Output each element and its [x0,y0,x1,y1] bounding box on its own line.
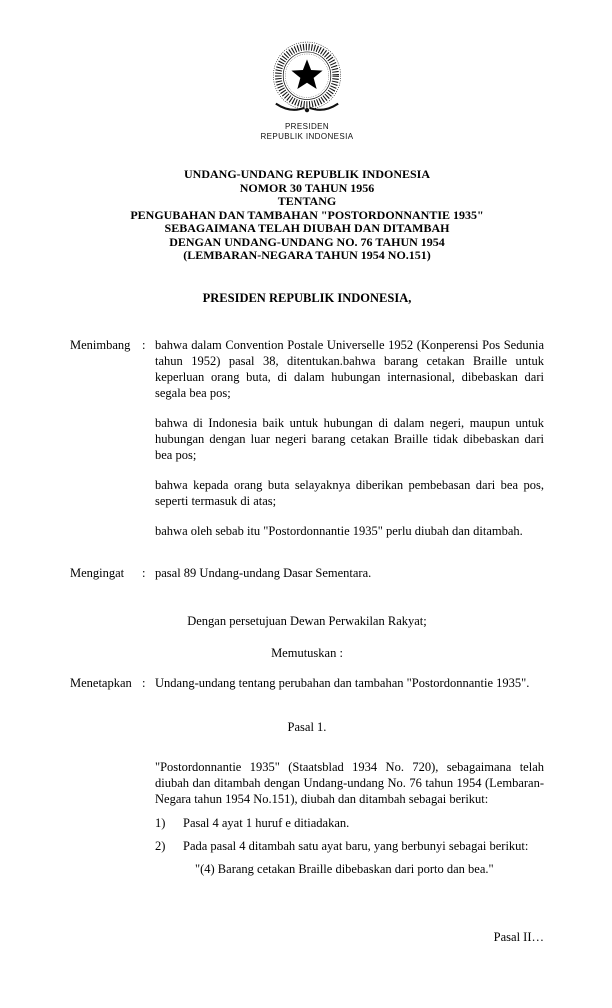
list-item [155,815,544,831]
title-line-3: TENTANG [277,194,337,208]
consideration-paragraph: bahwa di Indonesia baik untuk hubungan di dalam negeri, maupun untuk hubungan dengan luar negeri barang cetakan Braille tidak dibebaskan dari bea pos; [155,415,544,462]
list-item [155,838,544,854]
menimbang-content [155,337,544,539]
title-line-4: PENGUBAHAN DAN TAMBAHAN "POSTORDONNANTIE 1935" [130,207,484,222]
consideration-paragraph: bahwa kepada orang buta selayaknya diberikan pembebasan dari bea pos, seperti termasuk di atas; [155,477,544,508]
pasal1-heading: Pasal 1. [287,719,327,734]
pasal1-intro-text: "Postordonnantie 1935" (Staatsblad 1934 No. 720), sebagaimana telah diubah dan ditambah dengan Undang-undang No. 76 tahun 1954 (Lembaran-Negara tahun 1954 No.151), diubah dan ditambah sebagai berikut: [155,759,544,806]
list-item-number: 2) [155,838,166,853]
menetapkan-section [70,675,544,691]
presidential-emblem [70,38,544,142]
pasal1-item-list [155,815,544,877]
memutuskan-heading: Memutuskan : [271,645,343,660]
menimbang-section [70,337,544,539]
emblem-caption-presiden: PRESIDEN [284,122,330,131]
list-item-text: Pada pasal 4 ditambah satu ayat baru, yang berbunyi sebagai berikut: [183,838,529,853]
page-continuation: Pasal II… [493,929,544,944]
menetapkan-label: Menetapkan [70,675,132,690]
menimbang-label: Menimbang [70,337,131,352]
menimbang-colon: : [142,337,146,352]
agreement-line: Dengan persetujuan Dewan Perwakilan Rakyat; [187,613,427,628]
garuda-star-seal-icon [266,38,348,120]
menetapkan-content [155,675,544,691]
title-line-5: SEBAGAIMANA TELAH DIUBAH DAN DITAMBAH [164,221,450,235]
consideration-paragraph: bahwa oleh sebab itu "Postordonnantie 1935" perlu diubah dan ditambah. [155,523,523,538]
consideration-paragraph: bahwa dalam Convention Postale Universelle 1952 (Konperensi Pos Sedunia tahun 1952) pasal 38, ditentukan.bahwa barang cetakan Braille untuk keperluan orang buta, di dalam hubungan internasional, dibebaskan dari segala bea pos; [155,337,544,400]
mengingat-text: pasal 89 Undang-undang Dasar Sementara. [155,565,372,580]
title-line-7: (LEMBARAN-NEGARA TAHUN 1954 NO.151) [183,248,431,262]
list-item-quote: "(4) Barang cetakan Braille dibebaskan dari porto dan bea." [195,861,494,876]
mengingat-colon: : [142,565,146,580]
menetapkan-colon: : [142,675,146,690]
document-subtitle: PRESIDEN REPUBLIK INDONESIA, [202,290,412,305]
document-title-block [70,168,544,263]
mengingat-content [155,565,544,581]
emblem-caption-republik: REPUBLIK INDONESIA [260,132,354,141]
list-item-number: 1) [155,815,166,830]
pasal1-intro [155,759,544,807]
mengingat-label: Mengingat [70,565,125,580]
list-item-text: Pasal 4 ayat 1 huruf e ditiadakan. [183,815,350,830]
menetapkan-text: Undang-undang tentang perubahan dan tambahan "Postordonnantie 1935". [155,675,530,690]
title-line-2: NOMOR 30 TAHUN 1956 [239,180,375,195]
emblem-caption [70,122,544,142]
title-line-6: DENGAN UNDANG-UNDANG NO. 76 TAHUN 1954 [169,234,445,249]
title-line-1: UNDANG-UNDANG REPUBLIK INDONESIA [183,167,431,181]
mengingat-section [70,565,544,581]
